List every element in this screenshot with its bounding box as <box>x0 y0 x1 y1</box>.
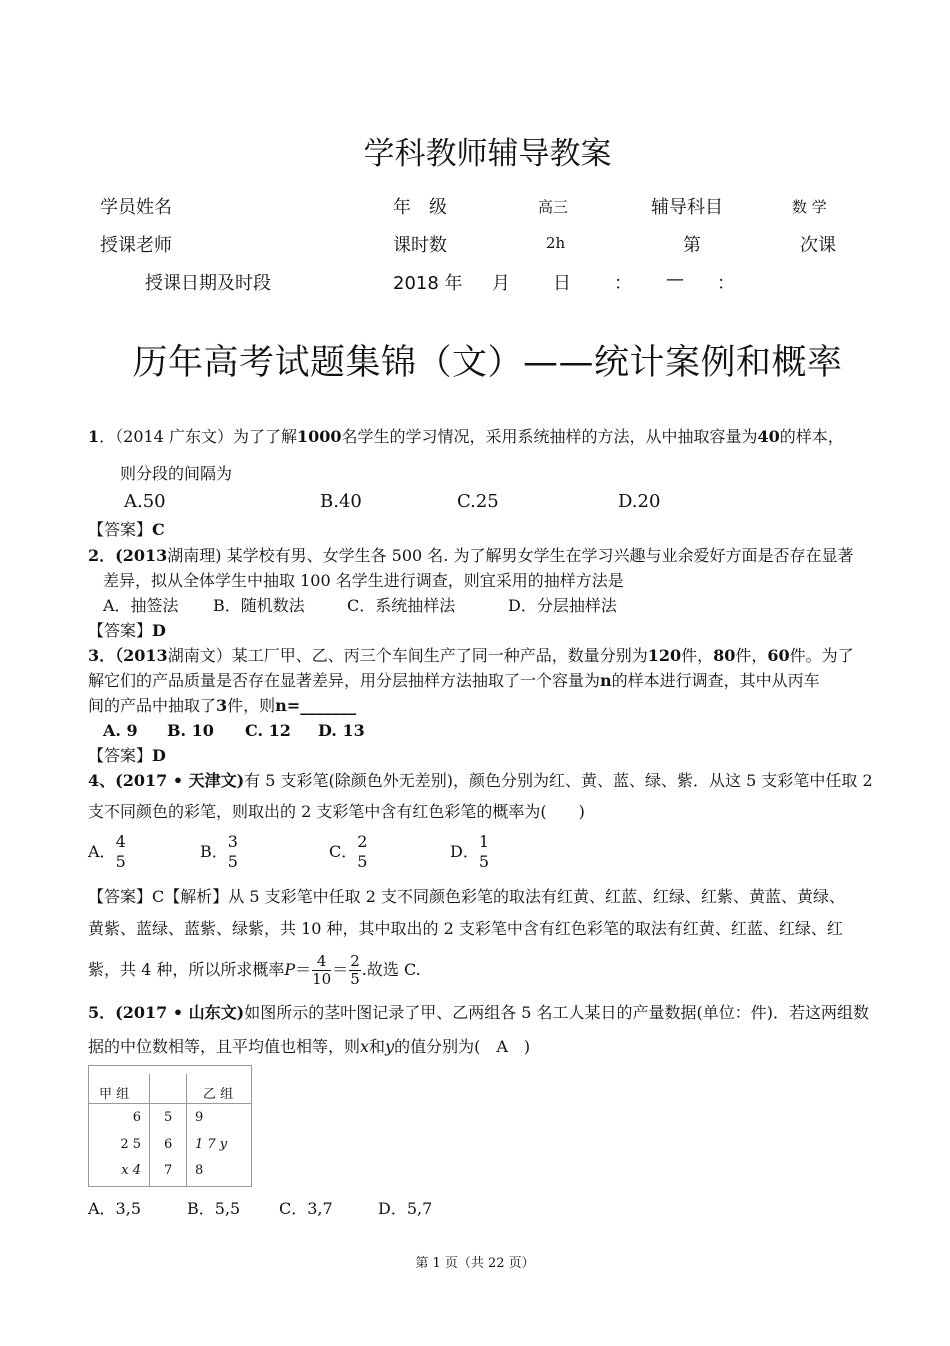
q4-source: 、(2017 • 天津文) <box>99 771 245 790</box>
question-number: 1 <box>88 427 100 446</box>
q5-text-a: 据的中位数相等，且平均值也相等，则 <box>88 1037 361 1056</box>
question-number: 4 <box>88 771 100 790</box>
stem-leaf-plot <box>88 1065 252 1187</box>
q1-text-c: 的样本， <box>779 427 844 446</box>
time-dash: — <box>666 269 684 290</box>
q3-option-a-text: A. 9 <box>103 721 138 740</box>
leaf-right: 8 <box>195 1163 204 1178</box>
q5-text-b: 和 <box>369 1037 386 1056</box>
header-group-jia: 甲 组 <box>99 1087 130 1102</box>
q5-option-d: D．5,7 <box>378 1199 433 1218</box>
fraction <box>357 832 367 872</box>
leaf-left: 2 5 <box>120 1137 141 1152</box>
divider <box>149 1074 150 1186</box>
fraction <box>228 832 238 872</box>
q3-text-f: 的样本进行调查，其中从丙车 <box>611 671 820 690</box>
q3-text-e: 解它们的产品质量是否存在显著差异，用分层抽样方法抽取了一个容量为 <box>88 671 601 690</box>
q3-bold-120: 120 <box>647 646 682 665</box>
fraction <box>479 832 489 872</box>
hours-value: 2h <box>546 234 566 252</box>
q2-option-b: B．随机数法 <box>213 596 305 615</box>
fraction <box>116 832 126 872</box>
q4-option-b <box>200 832 238 872</box>
q4-text-1: 有 5 支彩笔(除颜色外无差别)，颜色分别为红、黄、蓝、绿、紫．从这 5 支彩笔中任取 2 <box>244 771 873 790</box>
subject-label: 辅导科目 <box>651 197 723 218</box>
analysis-text-3: 紫，共 4 种，所以所求概率 <box>88 960 285 979</box>
grade-label: 年 级 <box>393 197 447 218</box>
q3-option-a <box>103 718 138 744</box>
q3-option-c-text: C. 12 <box>245 721 291 740</box>
q3-text-a: 湖南文）某工厂甲、乙、丙三个车间生产了同一种产品，数量分别为 <box>167 646 648 665</box>
time-colon-2: ： <box>717 273 735 294</box>
analysis-text-4: .故选 C. <box>361 960 421 979</box>
grade-value: 高三 <box>538 198 569 216</box>
answer-value: D <box>152 621 166 640</box>
q3-option-d-text: D. 13 <box>318 721 365 740</box>
analysis-label: 【解析】 <box>164 887 229 906</box>
question-4-line-1 <box>88 768 873 794</box>
lesson-number-prefix: 第 <box>683 235 701 256</box>
question-5-line-1 <box>88 1000 869 1026</box>
variable-x: x <box>360 1037 370 1056</box>
q1-bold-1000: 1000 <box>296 427 342 446</box>
q4-option-c <box>329 832 367 872</box>
divider <box>89 1103 251 1104</box>
q1-option-b: B.40 <box>320 491 362 512</box>
q3-bold-60: 60 <box>767 646 790 665</box>
q2-text-1: 湖南理) 某学校有男、女学生各 500 名. 为了解男女学生在学习兴趣与业余爱好方面是否存在显著 <box>167 546 854 565</box>
numerator: 4 <box>115 832 126 851</box>
date-label: 授课日期及时段 <box>145 273 271 294</box>
denominator: 10 <box>312 970 332 988</box>
answer-value: C <box>152 887 165 906</box>
variable-y: y <box>385 1037 395 1056</box>
answer-value: D <box>152 746 166 765</box>
q4-option-d <box>450 832 489 872</box>
q3-option-b <box>167 718 214 744</box>
header-group-yi: 乙 组 <box>203 1087 234 1102</box>
question-number: 5 <box>88 1003 100 1022</box>
leaf-right: 9 <box>195 1110 204 1125</box>
q1-option-a: A.50 <box>124 491 166 512</box>
leaf-right: 1 7 y <box>195 1137 228 1152</box>
denominator: 5 <box>115 852 126 871</box>
student-name-label: 学员姓名 <box>100 197 172 218</box>
q4-answer-line-2: 黄紫、蓝绿、蓝紫、绿紫，共 10 种，其中取出的 2 支彩笔中含有红色彩笔的取法有红黄、红蓝、红绿、红 <box>88 919 843 938</box>
q3-option-b-text: B. 10 <box>167 721 214 740</box>
divider <box>186 1074 187 1186</box>
q3-text-g: 间的产品中抽取了 <box>88 696 217 715</box>
q4-option-a <box>88 832 126 872</box>
q3-blank: n=_______ <box>275 696 357 715</box>
numerator: 3 <box>227 832 238 851</box>
date-year: 2018 年 <box>393 273 463 294</box>
time-colon-1: ： <box>614 273 632 294</box>
subject-value: 数 学 <box>792 198 827 216</box>
date-day: 日 <box>553 273 571 294</box>
question-number: 3 <box>88 646 100 665</box>
question-3-line-2 <box>88 668 820 694</box>
answer-label: 【答案】 <box>88 887 153 906</box>
stem: 6 <box>164 1137 173 1152</box>
question-3-line-3 <box>88 693 356 719</box>
fraction-4-10 <box>312 953 331 988</box>
answer-label: 【答案】 <box>88 746 153 765</box>
q5-option-b: B．5,5 <box>187 1199 241 1218</box>
analysis-text-1: 从 5 支彩笔中任取 2 支不同颜色彩笔的取法有红黄、红蓝、红绿、红紫、黄蓝、黄绿、 <box>228 887 845 906</box>
answer-label: 【答案】 <box>88 520 153 539</box>
q1-option-d: D.20 <box>618 491 661 512</box>
numerator: 4 <box>312 953 331 971</box>
teacher-label: 授课老师 <box>100 235 172 256</box>
document-title: 历年高考试题集锦（文）——统计案例和概率 <box>132 343 843 383</box>
leaf-left: x 4 <box>121 1163 141 1178</box>
equals-sign: ＝ <box>332 960 349 979</box>
q1-answer <box>88 517 165 543</box>
question-1-line-2: 则分段的间隔为 <box>120 464 233 483</box>
stem: 7 <box>164 1163 173 1178</box>
q5-text-1: 如图所示的茎叶图记录了甲、乙两组各 5 名工人某日的产量数据(单位：件)．若这两组数 <box>244 1003 870 1022</box>
numerator: 1 <box>478 832 490 851</box>
q1-text-b: 名学生的学习情况，采用系统抽样的方法，从中抽取容量为 <box>341 427 758 446</box>
q5-source: ．(2017 • 山东文) <box>99 1003 245 1022</box>
question-number: 2 <box>88 546 100 565</box>
q1-bold-40: 40 <box>757 427 780 446</box>
answer-label: 【答案】 <box>88 621 153 640</box>
q3-source: ．（2013 <box>99 646 168 665</box>
denominator: 5 <box>357 852 368 871</box>
answer-value: C <box>152 520 165 539</box>
q2-answer <box>88 618 166 644</box>
q3-option-c <box>245 718 291 744</box>
equals-sign: ＝ <box>295 960 312 979</box>
q1-text-a: ．（2014 广东文）为了了解 <box>99 427 297 446</box>
denominator: 5 <box>227 852 238 871</box>
date-month: 月 <box>492 273 510 294</box>
leaf-left: 6 <box>132 1110 141 1125</box>
q3-option-d <box>318 718 365 744</box>
probability-symbol: P <box>284 960 296 979</box>
q4-answer-line-1 <box>88 884 845 910</box>
numerator: 2 <box>357 832 368 851</box>
q5-text-c: 的值分别为( A ) <box>394 1037 531 1056</box>
q3-text-c: 件， <box>735 646 768 665</box>
q3-text-b: 件， <box>681 646 714 665</box>
q3-bold-80: 80 <box>713 646 736 665</box>
question-1-line-1 <box>88 424 844 450</box>
q3-answer <box>88 743 166 769</box>
option-label: B． <box>200 842 228 861</box>
q2-source: ．(2013 <box>99 546 168 565</box>
q3-bold-n: n <box>600 671 612 690</box>
lesson-number-suffix: 次课 <box>800 235 836 256</box>
q1-option-c: C.25 <box>457 491 499 512</box>
numerator: 2 <box>350 952 360 970</box>
denominator: 5 <box>478 852 490 871</box>
q2-option-a: A．抽签法 <box>103 596 179 615</box>
stem: 5 <box>164 1110 173 1125</box>
page-footer: 第 1 页（共 22 页） <box>415 1256 535 1271</box>
q4-answer-line-3 <box>88 953 421 988</box>
question-4-line-2: 支不同颜色的彩笔，则取出的 2 支彩笔中含有红色彩笔的概率为( ) <box>88 802 585 821</box>
option-label: C． <box>329 842 358 861</box>
question-2-line-1 <box>88 543 853 569</box>
option-label: D． <box>450 842 479 861</box>
question-3-line-1 <box>88 643 854 669</box>
lesson-plan-title: 学科教师辅导教案 <box>363 136 612 172</box>
q5-option-c: C．3,7 <box>279 1199 333 1218</box>
denominator: 5 <box>350 970 360 988</box>
q5-option-a: A．3,5 <box>88 1199 142 1218</box>
q3-text-d: 件。为了 <box>789 646 854 665</box>
q3-bold-3: 3 <box>216 696 228 715</box>
q2-option-d: D．分层抽样法 <box>508 596 617 615</box>
option-label: A． <box>88 842 116 861</box>
hours-label: 课时数 <box>393 235 447 256</box>
q2-option-c: C．系统抽样法 <box>347 596 456 615</box>
q3-text-h: 件，则 <box>227 696 276 715</box>
question-5-line-2 <box>88 1034 530 1060</box>
question-2-line-2: 差异，拟从全体学生中抽取 100 名学生进行调查，则宜采用的抽样方法是 <box>103 571 624 590</box>
fraction-2-5 <box>349 953 361 988</box>
